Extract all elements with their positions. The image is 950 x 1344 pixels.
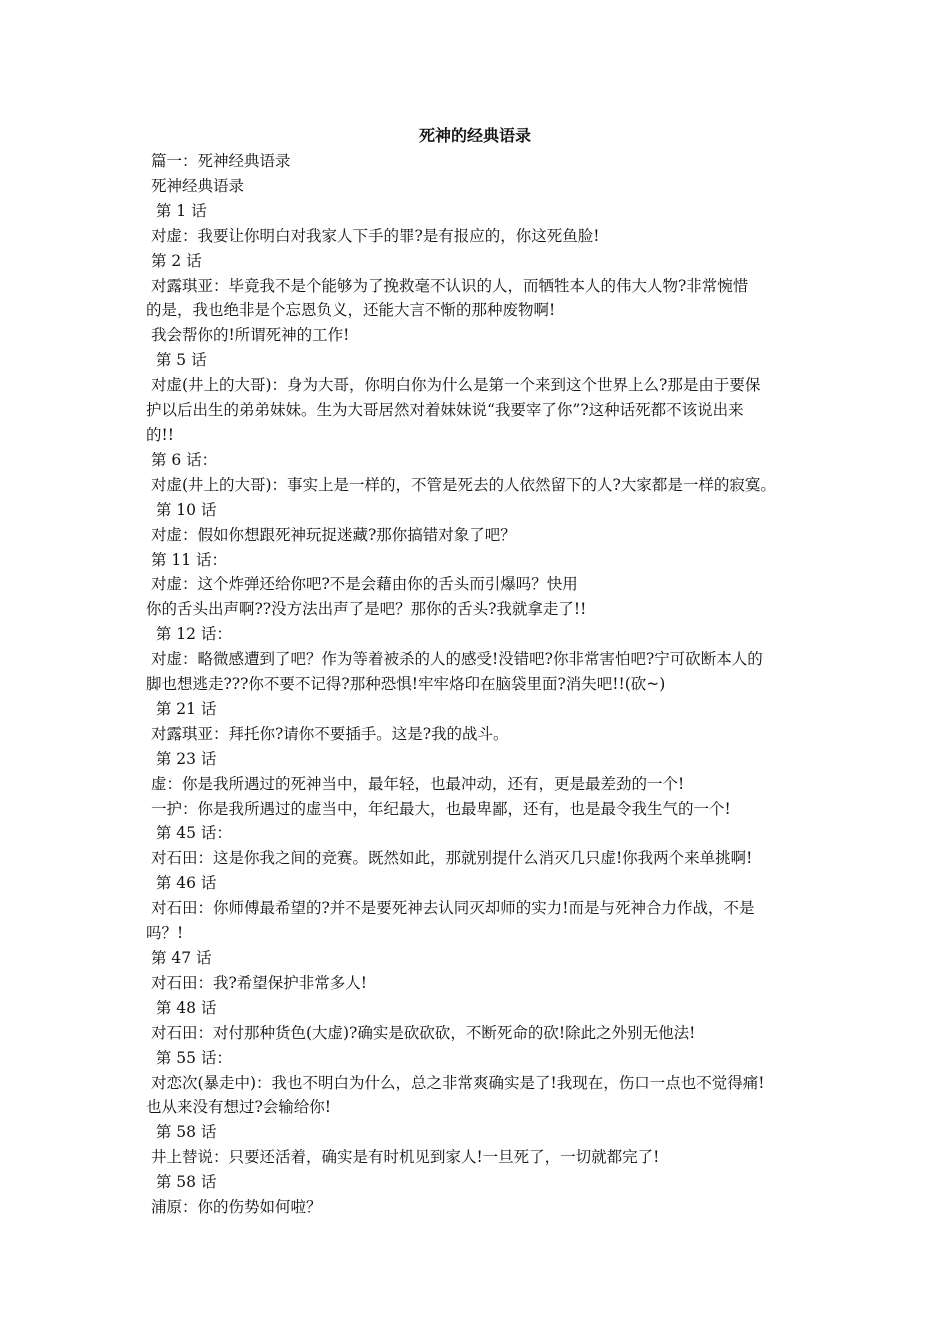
text-line: 第 47 话 (146, 949, 212, 967)
text-line: 对石田：这是你我之间的竞赛。既然如此，那就别提什么消灭几只虚!你我两个来单挑啊! (146, 849, 753, 868)
document-body (146, 149, 816, 1220)
text-line: 对虚：这个炸弹还给你吧?不是会藉由你的舌头而引爆吗？快用 (146, 575, 578, 594)
text-line: 对虚(井上的大哥)：身为大哥，你明白你为什么是第一个来到这个世界上么?那是由于要保 (146, 376, 761, 395)
text-line: 对虚：假如你想跟死神玩捉迷藏?那你搞错对象了吧？ (146, 525, 516, 544)
text-line: 也从来没有想过?会输给你! (146, 1098, 332, 1117)
text-line: 我会帮你的!所谓死神的工作! (146, 326, 350, 345)
text-line: 你的舌头出声啊??没方法出声了是吧？那你的舌头?我就拿走了!! (146, 600, 587, 619)
text-line: 对露琪亚：拜托你?请你不要插手。这是?我的战斗。 (146, 724, 509, 743)
text-line: 脚也想逃走???你不要不记得?那种恐惧!牢牢烙印在脑袋里面?消失吧!!(砍~) (146, 675, 666, 694)
text-line: 对虚：我要让你明白对我家人下手的罪?是有报应的，你这死鱼脸! (146, 226, 600, 245)
text-line: 对石田：我?希望保护非常多人! (146, 973, 367, 992)
text-line: 护以后出生的弟弟妹妹。生为大哥居然对着妹妹说“我要宰了你”?这种话死都不该说出来 (146, 401, 744, 420)
text-line: 第 6 话： (146, 450, 218, 469)
text-line: 虚：你是我所遇过的死神当中，最年轻，也最冲动，还有，更是最差劲的一个! (146, 774, 685, 793)
text-line: 第 2 话 (146, 251, 202, 270)
text-line: 第 23 话 (146, 749, 217, 768)
text-line: 第 12 话： (146, 625, 232, 644)
text-line: 第 58 话 (146, 1173, 217, 1192)
text-line: 第 58 话 (146, 1123, 217, 1142)
text-line: 对恋次(暴走中)：我也不明白为什么，总之非常爽确实是了!我现在，伤口一点也不觉得痛! (146, 1073, 765, 1092)
text-line: 第 5 话 (146, 351, 207, 370)
document-title: 死神的经典语录 (418, 126, 531, 145)
text-line: 的!! (146, 425, 174, 444)
text-line: 死神经典语录 (146, 176, 244, 195)
text-line: 篇一：死神经典语录 (146, 152, 291, 170)
text-line: 第 45 话： (146, 824, 232, 843)
text-line: 浦原：你的伤势如何啦？ (146, 1198, 322, 1217)
text-line: 第 11 话： (146, 550, 228, 569)
text-line: 第 48 话 (146, 998, 217, 1017)
text-line: 对石田：对付那种货色(大虚)?确实是砍砍砍，不断死命的砍!除此之外别无他法! (146, 1023, 696, 1042)
text-line: 第 55 话： (146, 1048, 232, 1067)
text-line: 吗？! (146, 924, 184, 943)
text-line: 第 21 话 (146, 699, 217, 718)
text-line: 井上替说：只要还活着，确实是有时机见到家人!一旦死了，一切就都完了! (146, 1148, 660, 1167)
text-line: 的是，我也绝非是个忘恩负义，还能大言不惭的那种废物啊! (146, 301, 556, 320)
text-line: 第 1 话 (146, 201, 207, 220)
text-line: 第 46 话 (146, 874, 217, 893)
text-line: 对虚：略微感遭到了吧？作为等着被杀的人的感受!没错吧?你非常害怕吧?宁可砍断本人的 (146, 650, 763, 669)
text-line: 第 10 话 (146, 500, 217, 519)
text-line: 对露琪亚：毕竟我不是个能够为了挽救毫不认识的人，而牺牲本人的伟大人物?非常惋惜 (146, 276, 749, 295)
text-line: 对虚(井上的大哥)：事实上是一样的，不管是死去的人依然留下的人?大家都是一样的寂寞。 (146, 475, 776, 494)
text-line: 一护：你是我所遇过的虚当中，年纪最大，也最卑鄙，还有，也是最令我生气的一个! (146, 799, 731, 818)
text-line: 对石田：你师傅最希望的?并不是要死神去认同灭却师的实力!而是与死神合力作战，不是 (146, 899, 755, 918)
